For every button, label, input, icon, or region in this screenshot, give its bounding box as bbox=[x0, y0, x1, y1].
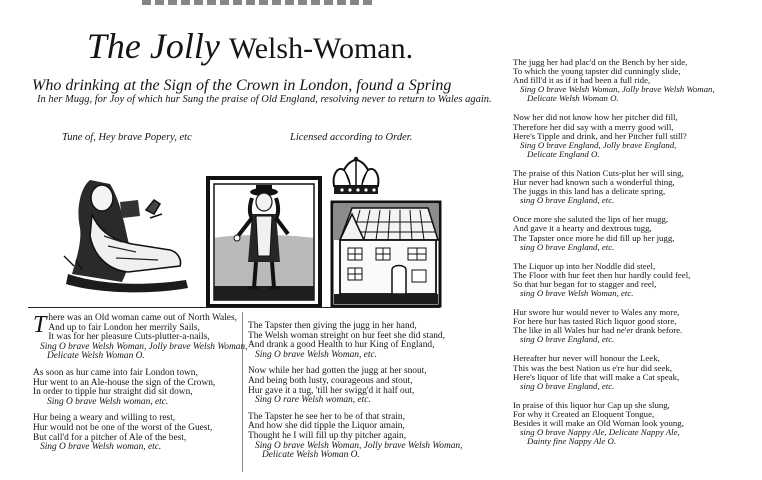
stanza-3-3 bbox=[513, 169, 758, 205]
verse-line: The Liquor up into her Noddle did steel, bbox=[513, 260, 656, 271]
stanza-2-1 bbox=[248, 322, 448, 360]
verse-line: It was for her pleasure Cuts-plutter-a-nails, bbox=[48, 332, 210, 343]
verse-line: here was an Old woman came out of North Wales, bbox=[48, 313, 237, 323]
verse-refrain: sing O brave England, etc. bbox=[520, 334, 615, 345]
ballad-subtitle-continued: In her Mugg, for Joy of which hur Sung the praise of Old England, resolving never to return to Wales again. bbox=[37, 94, 492, 105]
verse-line: Here's liquor of life that will make a Cat speak, bbox=[513, 371, 680, 382]
torn-top-edge bbox=[142, 0, 372, 5]
woodcut-seated-woman bbox=[62, 170, 192, 296]
woodcut-house bbox=[330, 200, 442, 308]
verse-refrain: Sing O brave Welsh woman, etc. bbox=[47, 396, 169, 407]
verse-refrain: Sing O brave Welsh Woman, Jolly brave Welsh Woman, bbox=[520, 84, 715, 95]
ballad-subtitle: Who drinking at the Sign of the Crown in London, found a Spring bbox=[32, 77, 452, 94]
verse-line: The praise of this Nation Cuts-plut her will sing, bbox=[513, 167, 684, 178]
column-divider bbox=[242, 312, 243, 472]
verse-line: Once more she saluted the lips of her mugg, bbox=[513, 214, 669, 225]
verse-line: The Tapster then giving the jugg in her hand, bbox=[248, 321, 417, 331]
stanza-1-1 bbox=[33, 312, 248, 362]
verse-line: To which the young tapster did cunningly slide, bbox=[513, 66, 681, 77]
verse-refrain: sing O brave England, etc. bbox=[520, 195, 615, 206]
verse-line: The Welsh woman streight on hur feet she did stand, bbox=[248, 330, 445, 341]
stanza-3-4 bbox=[513, 215, 758, 251]
verse-line: The Floor with hur feet then hur hardly could feel, bbox=[513, 269, 691, 280]
verse-line: Hur would not be one of the worst of the Guest, bbox=[33, 422, 213, 433]
verse-refrain: sing O brave Nappy Ale, Delicate Nappy Ale, bbox=[520, 427, 680, 438]
verse-line: The juggs in this land has a delicate spring, bbox=[513, 186, 666, 197]
verse-line: Now her did not know how her pitcher did fill, bbox=[513, 112, 678, 123]
stanza-1-2 bbox=[33, 369, 239, 407]
stanza-3-7 bbox=[513, 354, 758, 390]
verse-line: And drank a good Health to hur King of England, bbox=[248, 340, 435, 351]
verse-line: This was the best Nation us e're hur did seek, bbox=[513, 362, 672, 373]
verse-refrain: Sing O brave Welsh woman, etc. bbox=[40, 442, 162, 453]
verse-line: The Tapster he see her to be of that strain, bbox=[248, 411, 405, 422]
stanza-3-2 bbox=[513, 113, 758, 158]
verse-line: Hur being a weary and willing to rest, bbox=[33, 413, 176, 424]
verse-line: Hur never had known such a wonderful thing, bbox=[513, 177, 675, 188]
verse-refrain: sing O brave Welsh Woman, etc. bbox=[520, 287, 634, 298]
verse-line: The jugg her had plac'd on the Bench by her side, bbox=[513, 57, 688, 67]
verse-line: So that hur began for to stagger and reel, bbox=[513, 278, 657, 289]
title-part-2: Welsh-Woman. bbox=[228, 32, 414, 65]
woodcut-gentleman bbox=[206, 176, 322, 308]
title-part-1: The Jolly bbox=[86, 26, 220, 66]
verse-line: Now while her had gotten the jugg at her snout, bbox=[248, 366, 427, 377]
verse-line: In praise of this liquor hur Cap up she slung, bbox=[513, 399, 670, 410]
verse-line: And gave it a hearty and dextrous tugg, bbox=[513, 223, 652, 234]
crown-icon bbox=[330, 156, 382, 200]
verse-line: The like in all Wales hur had ne'er drank before. bbox=[513, 325, 683, 336]
verse-column-2 bbox=[248, 321, 463, 468]
verse-refrain: Delicate Welsh Woman O. bbox=[527, 93, 619, 104]
verse-line: The Tapster once more he did fill up her jugg, bbox=[513, 232, 675, 243]
stanza-2-3 bbox=[248, 411, 463, 461]
verse-refrain: Sing O brave England, Jolly brave England, bbox=[520, 139, 677, 150]
verse-refrain: Sing O brave Welsh Woman, etc. bbox=[255, 349, 377, 360]
verse-line: Hereafter hur never will honour the Leek, bbox=[513, 353, 660, 364]
stanza-3-5 bbox=[513, 262, 758, 298]
verse-line: Here's Tipple and drink, and her Pitcher full still? bbox=[513, 130, 687, 141]
verse-line: For here hur has tasted Rich liquor good store, bbox=[513, 316, 677, 327]
verse-line: And fill'd it as if it had been a full ride, bbox=[513, 75, 651, 86]
licensed-line: Licensed according to Order. bbox=[290, 132, 413, 143]
section-rule bbox=[28, 307, 440, 308]
verse-refrain: Delicate Welsh Woman O. bbox=[262, 450, 360, 461]
verse-line: Hur swore hur would never to Wales any more, bbox=[513, 307, 680, 318]
verse-line: And being both lusty, courageous and stout, bbox=[248, 375, 413, 386]
stanza-3-6 bbox=[513, 308, 758, 344]
drop-cap: T bbox=[33, 312, 47, 338]
verse-line: Therefore her did say with a merry good will, bbox=[513, 121, 674, 132]
verse-refrain: Sing O rare Welsh woman, etc. bbox=[255, 395, 371, 406]
verse-column-3 bbox=[513, 58, 758, 453]
verse-line: As soon as hur came into fair London town, bbox=[33, 367, 198, 378]
verse-line: But call'd for a pitcher of Ale of the best, bbox=[33, 432, 187, 443]
stanza-3-1 bbox=[513, 58, 758, 103]
verse-refrain: Sing O brave Welsh Woman, Jolly brave Welsh Woman, bbox=[40, 341, 248, 352]
stanza-3-8 bbox=[513, 401, 758, 446]
stanza-1-3 bbox=[33, 414, 239, 452]
verse-line: Besides it will make an Old Woman look young, bbox=[513, 418, 684, 428]
tune-line: Tune of, Hey brave Popery, etc bbox=[62, 132, 192, 143]
verse-line: And up to fair London her merrily Sails, bbox=[48, 322, 200, 333]
stanza-2-2 bbox=[248, 367, 448, 405]
verse-line: And how she did tipple the Liquor amain, bbox=[248, 421, 405, 432]
verse-line: Hur gave it a tug, 'till her swigg'd it half out, bbox=[248, 385, 415, 396]
verse-refrain: Sing O brave Welsh Woman, Jolly brave Welsh Woman, bbox=[255, 440, 463, 451]
ballad-title bbox=[0, 26, 500, 69]
verse-line: Hur went to an Ale-house the sign of the Crown, bbox=[33, 377, 216, 388]
verse-refrain: sing O brave England, etc. bbox=[520, 380, 615, 391]
verse-refrain: Delicate Welsh Woman O. bbox=[47, 351, 145, 362]
verse-refrain: sing O brave England, etc. bbox=[520, 241, 615, 252]
verse-refrain: Dainty fine Nappy Ale O. bbox=[527, 436, 617, 447]
verse-column-1 bbox=[33, 312, 248, 460]
verse-line: Thought he I will fill up thy pitcher again, bbox=[248, 430, 407, 441]
verse-refrain: Delicate England O. bbox=[527, 148, 600, 159]
verse-line: For why it Created an Eloquent Tongue, bbox=[513, 408, 655, 419]
verse-line: In order to tipple hur straight did sit down, bbox=[33, 387, 193, 398]
